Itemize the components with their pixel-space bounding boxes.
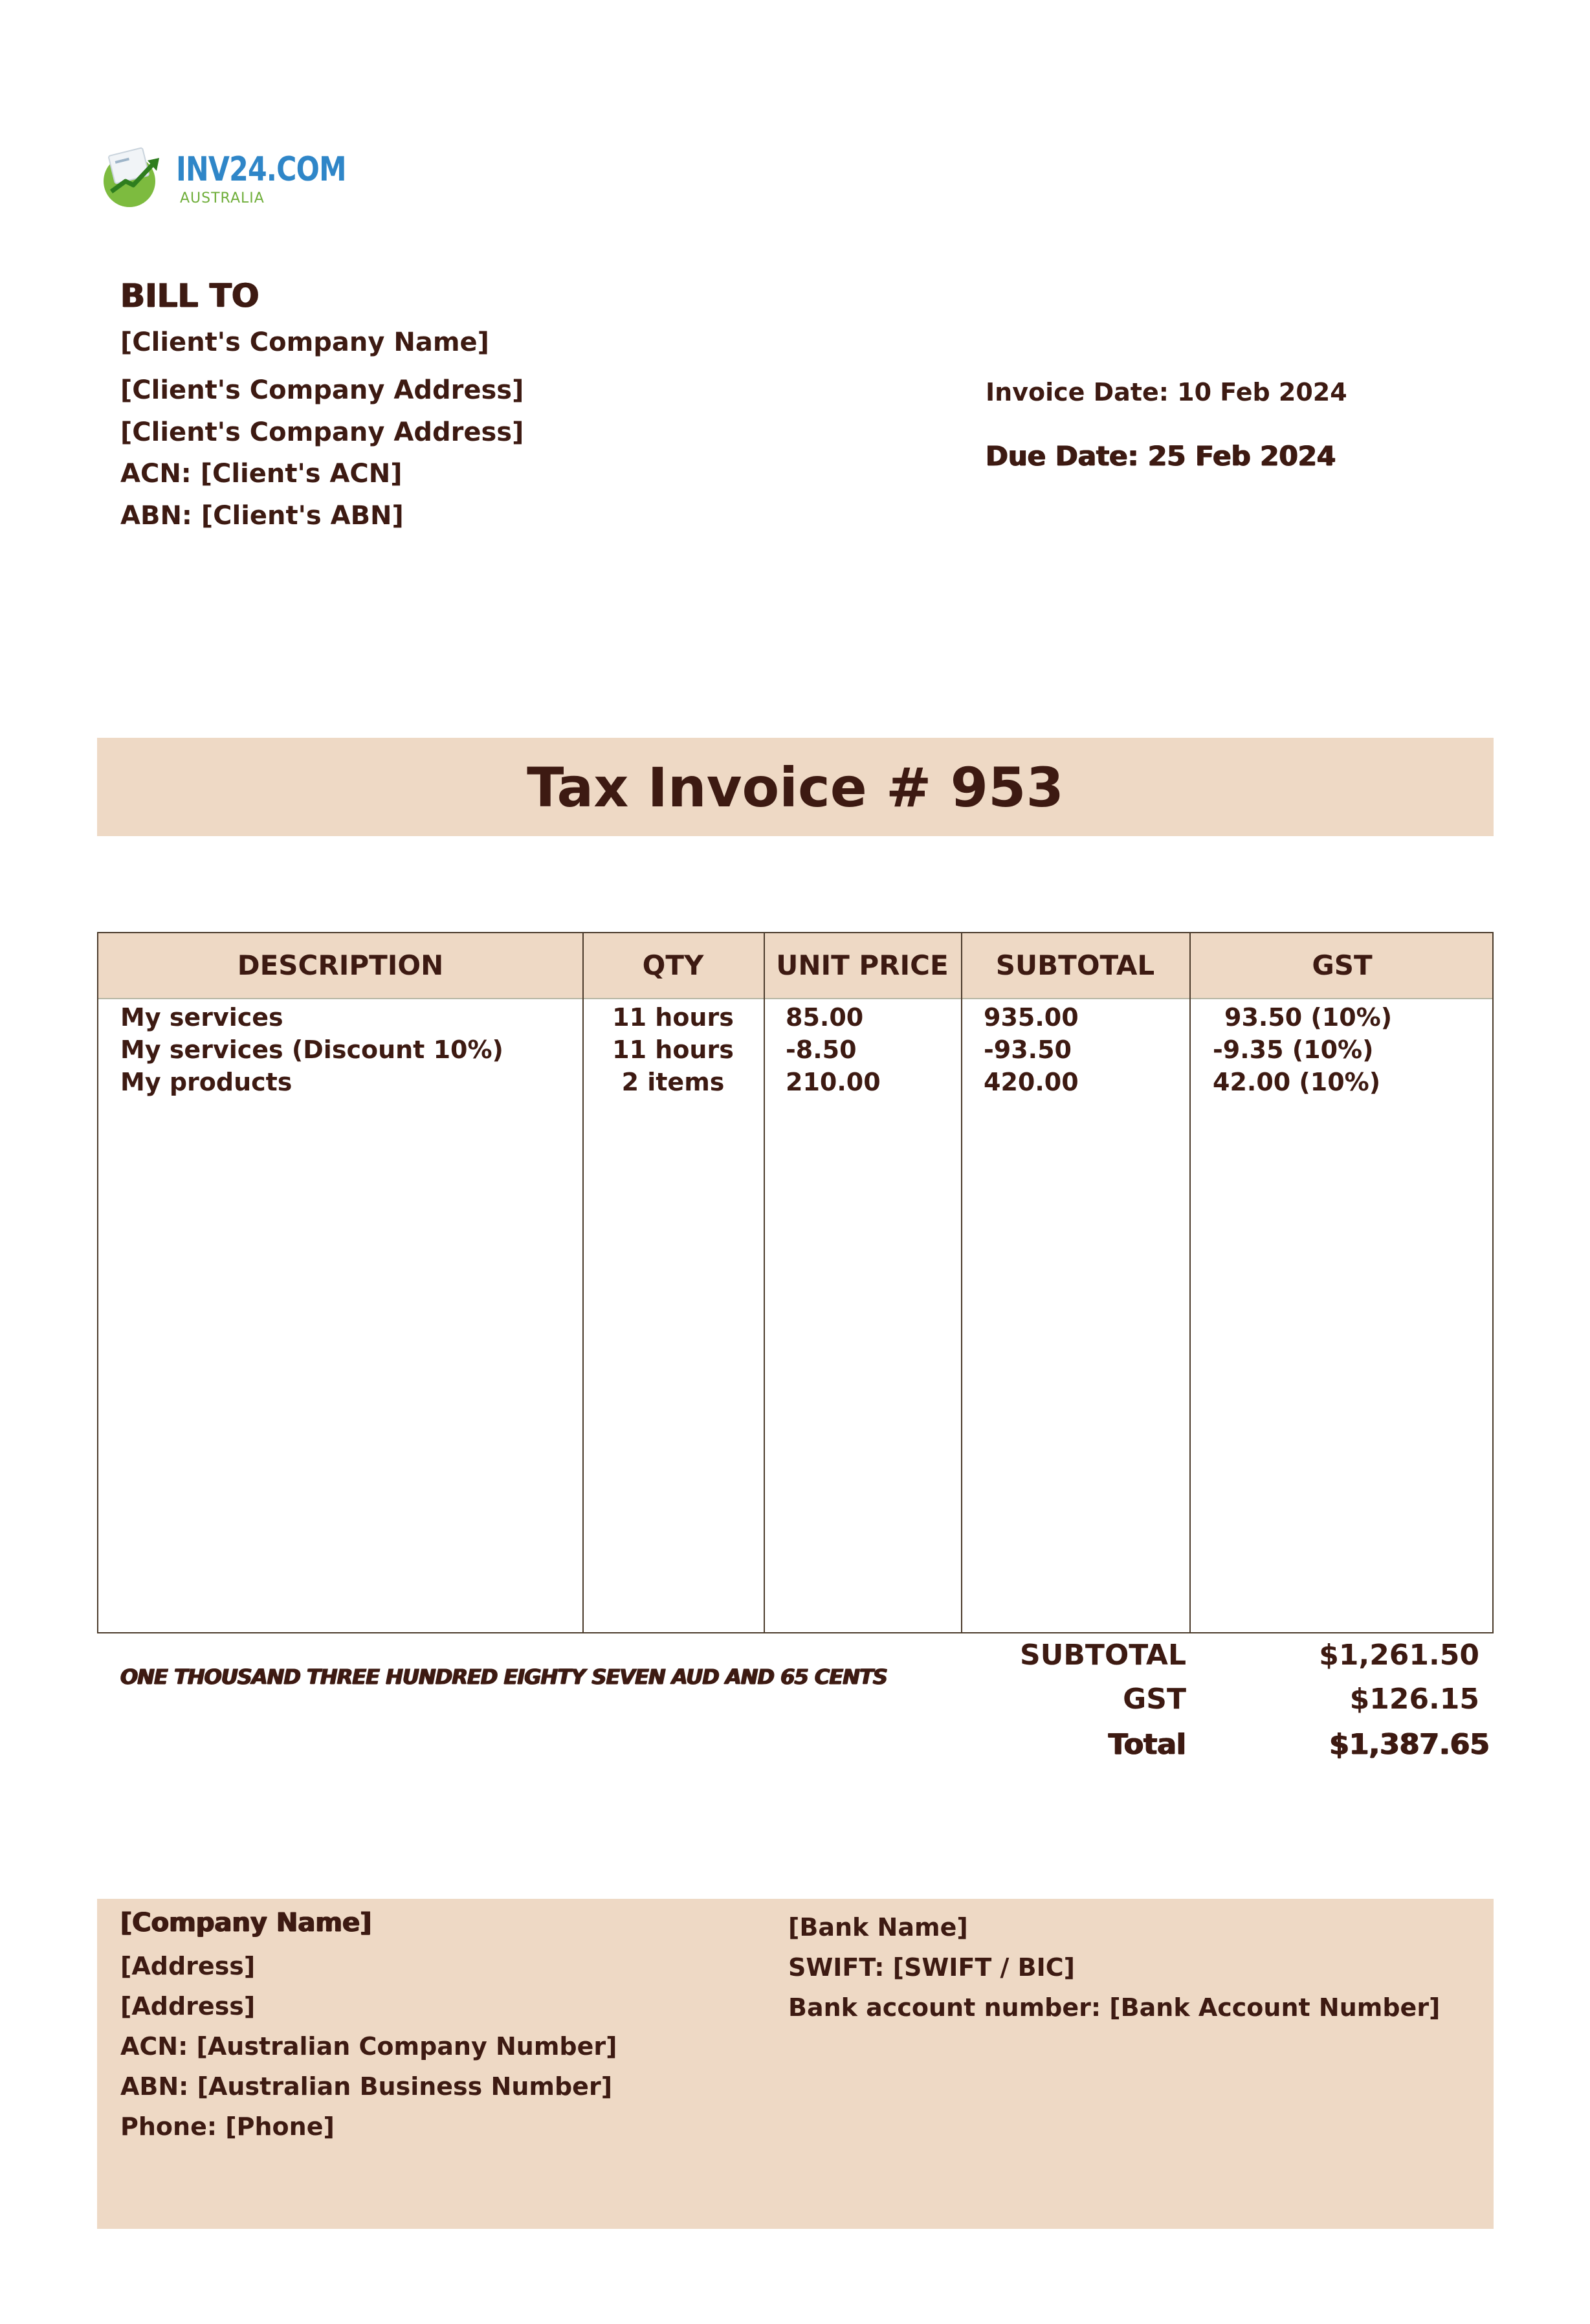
subtotal-label: SUBTOTAL [1019, 1639, 1186, 1672]
row-gst: 93.50 (10%) [1224, 1003, 1393, 1032]
invoice-date: Invoice Date: 10 Feb 2024 [986, 378, 1347, 406]
footer-address-2: [Address] [120, 1992, 256, 2020]
client-abn: ABN: [Client's ABN] [120, 501, 404, 531]
footer-phone: Phone: [Phone] [120, 2112, 335, 2141]
amount-in-words: ONE THOUSAND THREE HUNDRED EIGHTY SEVEN AUD AND 65 CENTS [120, 1665, 887, 1689]
client-acn: ACN: [Client's ACN] [120, 459, 403, 489]
row-description: My products [120, 1068, 293, 1096]
footer-company-name: [Company Name] [120, 1908, 372, 1938]
footer-panel [97, 1899, 1494, 2229]
header-description: DESCRIPTION [237, 949, 444, 981]
row-qty: 11 hours [612, 1003, 734, 1032]
client-address-line-1: [Client's Company Address] [120, 375, 524, 405]
total-label: Total [1108, 1728, 1186, 1761]
logo-wordmark: INV24.COM [176, 150, 346, 189]
table-row [98, 1068, 1492, 1100]
row-subtotal: 420.00 [984, 1068, 1079, 1096]
header-subtotal: SUBTOTAL [995, 949, 1155, 981]
footer-bank-account: Bank account number: [Bank Account Number] [788, 1993, 1441, 2022]
subtotal-value: $1,261.50 [1319, 1639, 1479, 1672]
row-unit-price: 210.00 [786, 1068, 881, 1096]
footer-abn: ABN: [Australian Business Number] [120, 2072, 613, 2101]
logo-subline: AUSTRALIA [180, 190, 265, 206]
footer-address-1: [Address] [120, 1952, 256, 1980]
row-description: My services (Discount 10%) [120, 1035, 503, 1064]
bill-to-title: BILL TO [120, 277, 259, 315]
row-qty: 11 hours [612, 1035, 734, 1064]
table-row [98, 1003, 1492, 1035]
row-subtotal: -93.50 [984, 1035, 1072, 1064]
due-date: Due Date: 25 Feb 2024 [986, 440, 1336, 472]
footer-bank-name: [Bank Name] [788, 1913, 968, 1942]
row-qty: 2 items [621, 1068, 725, 1096]
row-gst: -9.35 (10%) [1213, 1035, 1374, 1064]
total-value: $1,387.65 [1329, 1728, 1490, 1761]
footer-acn: ACN: [Australian Company Number] [120, 2032, 617, 2061]
logo-document-chart-icon [97, 145, 168, 210]
client-address-line-2: [Client's Company Address] [120, 417, 524, 447]
client-company-name: [Client's Company Name] [120, 327, 489, 357]
row-unit-price: 85.00 [786, 1003, 864, 1032]
row-description: My services [120, 1003, 283, 1032]
footer-swift: SWIFT: [SWIFT / BIC] [788, 1953, 1076, 1982]
invoice-title-banner [97, 738, 1494, 836]
gst-label: GST [1123, 1683, 1186, 1716]
line-items-table [97, 932, 1494, 1633]
header-unit-price: UNIT PRICE [776, 949, 949, 981]
table-row [98, 1035, 1492, 1068]
company-logo [97, 141, 346, 212]
gst-value: $126.15 [1349, 1683, 1479, 1716]
header-qty: QTY [642, 949, 704, 981]
invoice-title: Tax Invoice # 953 [527, 756, 1064, 819]
row-subtotal: 935.00 [984, 1003, 1079, 1032]
row-unit-price: -8.50 [786, 1035, 857, 1064]
row-gst: 42.00 (10%) [1213, 1068, 1381, 1096]
header-gst: GST [1312, 949, 1373, 981]
